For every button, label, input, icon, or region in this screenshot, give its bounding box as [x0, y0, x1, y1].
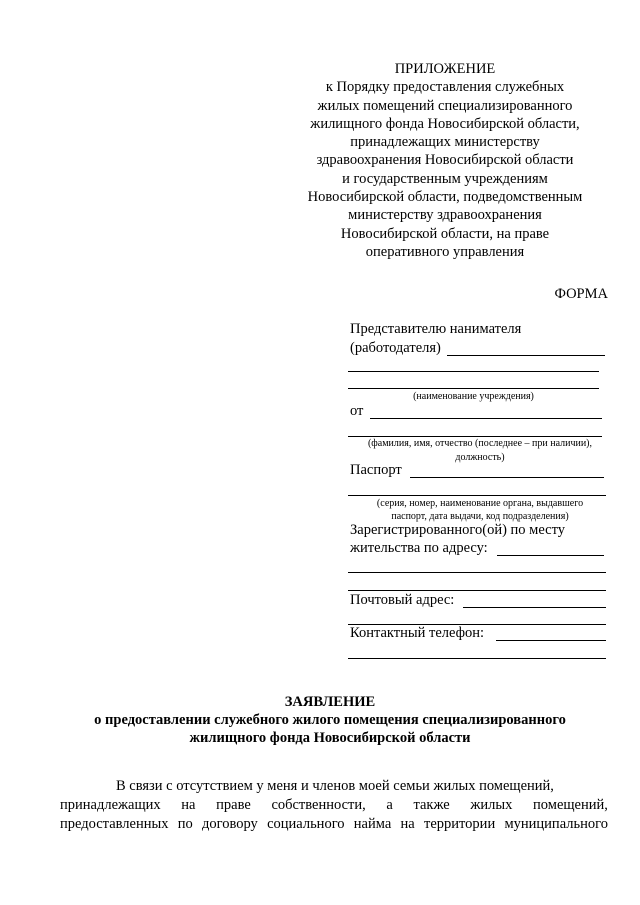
body-word: найма	[353, 816, 392, 832]
postal-address-field[interactable]	[463, 607, 606, 608]
statement-title: ЗАЯВЛЕНИЕ	[284, 694, 376, 710]
phone-field[interactable]	[496, 640, 606, 641]
phone-field-line-2[interactable]	[348, 658, 606, 659]
postal-label: Почтовый адрес:	[350, 592, 455, 608]
employer-field-line[interactable]	[447, 355, 605, 356]
institution-field-line-2[interactable]	[348, 388, 599, 389]
name-hint-1: (фамилия, имя, отчество (последнее – при наличии),	[367, 438, 593, 449]
institution-hint: (наименование учреждения)	[413, 391, 534, 402]
name-hint-2: должность)	[455, 452, 505, 463]
appendix-line: Новосибирской области, на праве	[340, 225, 550, 242]
appendix-line: жилых помещений специализированного	[317, 97, 573, 114]
addressee-line-2: (работодателя)	[350, 340, 441, 356]
phone-label: Контактный телефон:	[350, 625, 485, 641]
registered-label-1: Зарегистрированного(ой) по месту	[350, 522, 565, 538]
registered-address-line-3[interactable]	[348, 590, 606, 591]
body-word: на	[400, 816, 415, 832]
addressee-line-1: Представителю нанимателя	[350, 321, 522, 337]
body-word: жилых	[470, 797, 513, 813]
body-line-1	[60, 778, 608, 795]
statement-subtitle-1: о предоставлении служебного жилого помещения специализированного	[94, 712, 566, 728]
passport-label: Паспорт	[350, 462, 402, 478]
passport-field-line-2[interactable]	[348, 495, 606, 496]
appendix-line: оперативного управления	[365, 243, 525, 260]
from-label: от	[350, 403, 364, 419]
passport-hint-2: паспорт, дата выдачи, код подразделения)	[391, 511, 569, 522]
body-word: территории	[424, 816, 496, 832]
appendix-line: к Порядку предоставления служебных	[325, 79, 565, 96]
from-field-line[interactable]	[370, 418, 602, 419]
body-line-2	[60, 797, 608, 814]
appendix-line: Новосибирской области, подведомственным	[307, 189, 583, 206]
registered-address-field[interactable]	[497, 555, 604, 556]
body-word: а	[386, 797, 393, 813]
body-line-3	[60, 816, 608, 833]
institution-field-line[interactable]	[348, 371, 599, 372]
appendix-line: принадлежащих министерству	[350, 134, 540, 151]
appendix-block	[300, 60, 590, 261]
body-word: договору	[202, 816, 258, 832]
statement-title-block	[60, 693, 600, 747]
passport-field-line[interactable]	[410, 477, 604, 478]
appendix-heading: ПРИЛОЖЕНИЕ	[394, 61, 496, 77]
body-word: помещений,	[533, 797, 608, 813]
passport-hint-1: (серия, номер, наименование органа, выдавшего	[376, 498, 584, 509]
body-line-1-text: В связи с отсутствием у меня и членов моей семьи жилых помещений,	[116, 778, 554, 794]
statement-subtitle-2: жилищного фонда Новосибирской области	[189, 730, 471, 746]
appendix-line: здравоохранения Новосибирской области	[316, 152, 574, 169]
appendix-line: жилищного фонда Новосибирской области,	[310, 115, 580, 132]
body-word: муниципального	[504, 816, 608, 832]
body-word: на	[181, 797, 196, 813]
body-word: предоставленных	[60, 816, 169, 832]
body-word: социального	[267, 816, 345, 832]
body-word: принадлежащих	[60, 797, 161, 813]
appendix-line: и государственным учреждениям	[342, 170, 548, 187]
appendix-line: министерству здравоохранения	[348, 207, 542, 224]
body-word: собственности,	[271, 797, 366, 813]
body-word: также	[413, 797, 450, 813]
body-word: праве	[216, 797, 251, 813]
body-word: по	[177, 816, 193, 832]
registered-address-line-2[interactable]	[348, 572, 606, 573]
registered-label-2: жительства по адресу:	[350, 540, 488, 556]
form-label: ФОРМА	[554, 286, 608, 302]
